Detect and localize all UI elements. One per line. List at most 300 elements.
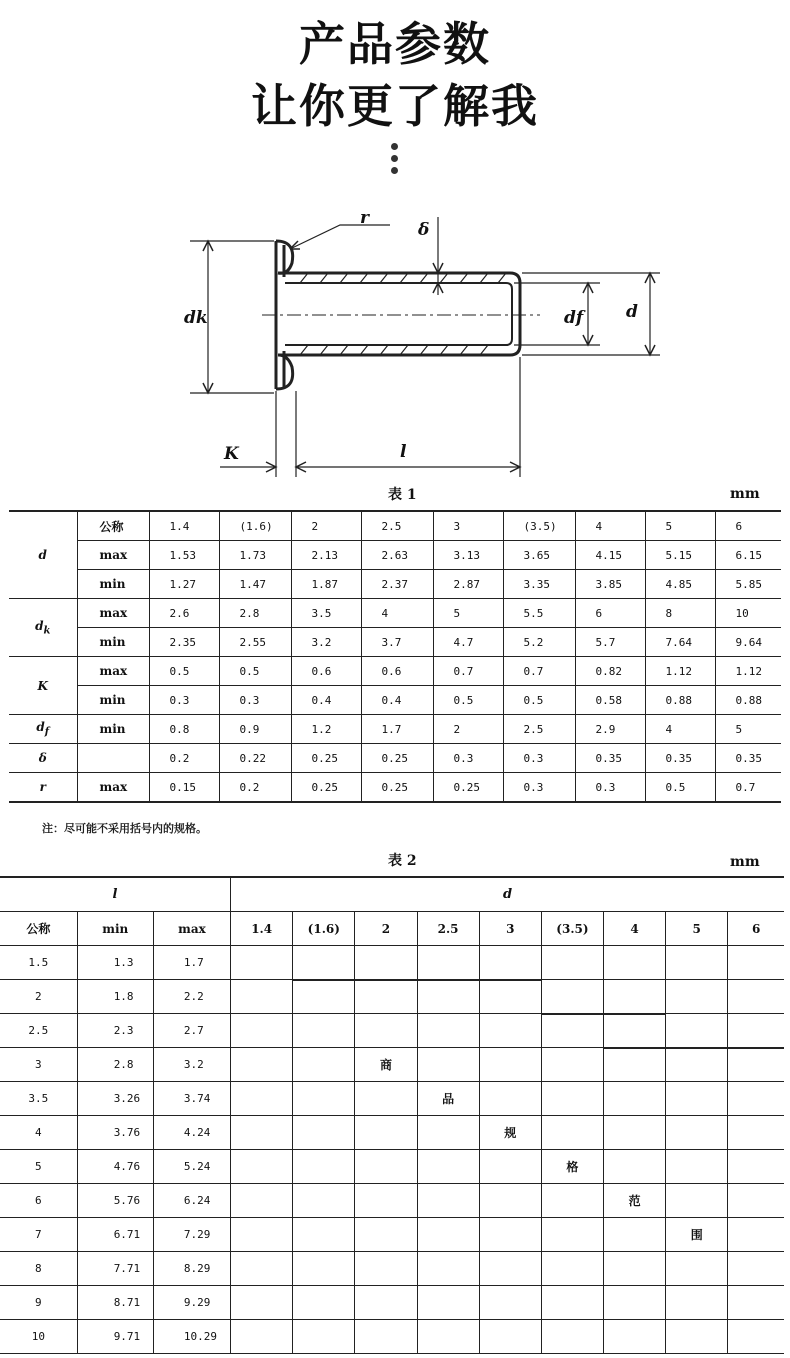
- table2-nominal-cell: 2.5: [0, 1014, 77, 1048]
- label-d: d: [626, 302, 638, 322]
- table2-empty-cell: [231, 1184, 293, 1218]
- table1-value-cell: 0.5: [433, 686, 503, 715]
- table2-empty-cell: [666, 1082, 728, 1116]
- table1-size-cell: 1.4: [149, 511, 219, 541]
- table1-value-cell: 3.2: [291, 628, 361, 657]
- table2-nominal-cell: 8: [0, 1252, 77, 1286]
- spec-table-2: [0, 876, 784, 1354]
- table2-empty-cell: [666, 1116, 728, 1150]
- table1-value-cell: 3.85: [575, 570, 645, 599]
- table2-empty-cell: [728, 1286, 784, 1320]
- table2-empty-cell: [417, 1252, 479, 1286]
- table1-value-cell: 3.35: [503, 570, 575, 599]
- table2-empty-cell: [479, 1048, 541, 1082]
- table2-empty-cell: [231, 1116, 293, 1150]
- table2-max-cell: 3.74: [153, 1082, 230, 1116]
- table2-empty-cell: [293, 1048, 355, 1082]
- table2-header-row: [0, 912, 784, 946]
- table2-size-cell: 2.5: [417, 912, 479, 946]
- table2-min-cell: 4.76: [77, 1150, 153, 1184]
- label-K: K: [224, 444, 239, 464]
- table1-value-cell: 0.15: [149, 773, 219, 803]
- table2-empty-cell: [666, 1286, 728, 1320]
- table2-empty-cell: [417, 1048, 479, 1082]
- table1-size-cell: 6: [715, 511, 781, 541]
- label-dk: dk: [184, 308, 208, 328]
- table2-empty-cell: [541, 1014, 603, 1048]
- table1-symbol-cell: K: [9, 657, 77, 715]
- table2-max-cell: 1.7: [153, 946, 230, 980]
- table1-value-cell: 0.8: [149, 715, 219, 744]
- table2-empty-cell: [728, 1320, 784, 1354]
- table1-value-cell: 2.37: [361, 570, 433, 599]
- table1-value-cell: 0.5: [645, 773, 715, 803]
- table1-value-cell: 6: [575, 599, 645, 628]
- table2-empty-cell: [541, 1286, 603, 1320]
- table2-size-cell: (3.5): [541, 912, 603, 946]
- table1-row-label: min: [77, 628, 149, 657]
- table2-row: [0, 1218, 784, 1252]
- table1-header-label: 公称: [77, 511, 149, 541]
- table2-empty-cell: [231, 1218, 293, 1252]
- table2-row: [0, 946, 784, 980]
- table1-value-cell: 0.3: [219, 686, 291, 715]
- page-subtitle: 让你更了解我: [251, 79, 539, 133]
- table1-value-cell: 0.25: [291, 773, 361, 803]
- table1-value-cell: 0.25: [291, 744, 361, 773]
- table1-value-cell: 0.82: [575, 657, 645, 686]
- table2-max-cell: 10.29: [153, 1320, 230, 1354]
- table2-empty-cell: [355, 1184, 417, 1218]
- table1-row-label: max: [77, 541, 149, 570]
- table1-size-cell: (1.6): [219, 511, 291, 541]
- table2-empty-cell: [355, 1252, 417, 1286]
- table2-empty-cell: [417, 1150, 479, 1184]
- table1-value-cell: 2.63: [361, 541, 433, 570]
- table2-empty-cell: [231, 946, 293, 980]
- table2-max-cell: 2.2: [153, 980, 230, 1014]
- table2-max-cell: 5.24: [153, 1150, 230, 1184]
- table1-value-cell: 2.6: [149, 599, 219, 628]
- table2-max-cell: 8.29: [153, 1252, 230, 1286]
- table1-row: [9, 744, 781, 773]
- table1-value-cell: 5.85: [715, 570, 781, 599]
- table1-value-cell: 8: [645, 599, 715, 628]
- table1-value-cell: 2.13: [291, 541, 361, 570]
- page-title: 产品参数: [299, 17, 491, 71]
- table2-range-char-cell: 规: [479, 1116, 541, 1150]
- table1-value-cell: 0.7: [715, 773, 781, 803]
- table2-row: [0, 1286, 784, 1320]
- table2-empty-cell: [604, 1252, 666, 1286]
- table1-size-cell: (3.5): [503, 511, 575, 541]
- table2-min-cell: 5.76: [77, 1184, 153, 1218]
- table2-empty-cell: [293, 1218, 355, 1252]
- table2-empty-cell: [293, 980, 355, 1014]
- table1-value-cell: 0.88: [645, 686, 715, 715]
- table2-empty-cell: [728, 1116, 784, 1150]
- table1-value-cell: 1.12: [715, 657, 781, 686]
- table1-symbol-cell: r: [9, 773, 77, 803]
- table2-empty-cell: [666, 1048, 728, 1082]
- table2-min-cell: 1.3: [77, 946, 153, 980]
- table2-max-cell: 2.7: [153, 1014, 230, 1048]
- table1-value-cell: 0.25: [361, 744, 433, 773]
- table2-empty-cell: [728, 946, 784, 980]
- vertical-dots-icon: [391, 143, 399, 179]
- label-df: df: [564, 308, 584, 328]
- table1-value-cell: 2.8: [219, 599, 291, 628]
- table2-min-cell: 2.3: [77, 1014, 153, 1048]
- table2-empty-cell: [541, 1320, 603, 1354]
- table2-empty-cell: [293, 1082, 355, 1116]
- table2-row: [0, 1320, 784, 1354]
- table2-empty-cell: [479, 1184, 541, 1218]
- symbol-subscript: f: [44, 726, 50, 738]
- table2-min-cell: 6.71: [77, 1218, 153, 1252]
- table1-value-cell: 0.9: [219, 715, 291, 744]
- table2-row: [0, 1116, 784, 1150]
- table1-value-cell: 2.9: [575, 715, 645, 744]
- table2-empty-cell: [666, 1184, 728, 1218]
- table2-empty-cell: [479, 1286, 541, 1320]
- table2-empty-cell: [293, 1252, 355, 1286]
- table1-value-cell: 4: [645, 715, 715, 744]
- table1-size-cell: 4: [575, 511, 645, 541]
- table2-nominal-cell: 1.5: [0, 946, 77, 980]
- table1-value-cell: 0.3: [503, 744, 575, 773]
- table1-row-label: max: [77, 773, 149, 803]
- table1-header-row: [9, 511, 781, 541]
- table2-empty-cell: [355, 1082, 417, 1116]
- table2-empty-cell: [541, 1048, 603, 1082]
- table2-empty-cell: [604, 1082, 666, 1116]
- table2-nominal-cell: 4: [0, 1116, 77, 1150]
- table2-min-cell: 7.71: [77, 1252, 153, 1286]
- table1-size-cell: 2: [291, 511, 361, 541]
- table2-empty-cell: [355, 1320, 417, 1354]
- table1-row: [9, 541, 781, 570]
- label-r: r: [360, 208, 369, 228]
- table2-empty-cell: [479, 1320, 541, 1354]
- table1-value-cell: 7.64: [645, 628, 715, 657]
- table2-empty-cell: [355, 980, 417, 1014]
- table1-value-cell: 1.2: [291, 715, 361, 744]
- table1-value-cell: 1.12: [645, 657, 715, 686]
- table2-empty-cell: [231, 1014, 293, 1048]
- table2-min-cell: 3.26: [77, 1082, 153, 1116]
- table1-size-cell: 3: [433, 511, 503, 541]
- table1-value-cell: 0.58: [575, 686, 645, 715]
- table1-value-cell: 0.35: [715, 744, 781, 773]
- table2-col-label: 公称: [0, 912, 77, 946]
- table2-max-cell: 6.24: [153, 1184, 230, 1218]
- table1-row: [9, 715, 781, 744]
- table2-empty-cell: [604, 1048, 666, 1082]
- table2-col-label: min: [77, 912, 153, 946]
- table2-empty-cell: [604, 946, 666, 980]
- table2-empty-cell: [417, 1014, 479, 1048]
- table2-empty-cell: [666, 1252, 728, 1286]
- table2-empty-cell: [666, 1150, 728, 1184]
- table2-l-header: l: [0, 877, 231, 912]
- table2-row: [0, 980, 784, 1014]
- table1-value-cell: 0.22: [219, 744, 291, 773]
- table1-value-cell: 3.5: [291, 599, 361, 628]
- table2-caption: 表 2: [388, 853, 417, 869]
- table2-row: [0, 1048, 784, 1082]
- table2-empty-cell: [479, 1218, 541, 1252]
- table2-min-cell: 8.71: [77, 1286, 153, 1320]
- table1-value-cell: 10: [715, 599, 781, 628]
- table2-empty-cell: [604, 1218, 666, 1252]
- table2-row: [0, 1252, 784, 1286]
- table1-value-cell: 1.87: [291, 570, 361, 599]
- table2-max-cell: 9.29: [153, 1286, 230, 1320]
- table2-empty-cell: [417, 1320, 479, 1354]
- table2-empty-cell: [604, 1320, 666, 1354]
- table2-size-cell: 3: [479, 912, 541, 946]
- table1-value-cell: 2.55: [219, 628, 291, 657]
- table1-value-cell: 4.7: [433, 628, 503, 657]
- table2-empty-cell: [604, 980, 666, 1014]
- table2-empty-cell: [355, 1286, 417, 1320]
- table1-row-label: min: [77, 715, 149, 744]
- table2-empty-cell: [231, 1082, 293, 1116]
- rivet-diagram: [180, 205, 660, 485]
- table1-value-cell: 6.15: [715, 541, 781, 570]
- table2-empty-cell: [231, 1150, 293, 1184]
- table2-empty-cell: [479, 1014, 541, 1048]
- table1-value-cell: 5: [433, 599, 503, 628]
- table1-value-cell: 0.3: [503, 773, 575, 803]
- table2-range-char-cell: 范: [604, 1184, 666, 1218]
- table2-empty-cell: [728, 980, 784, 1014]
- table2-max-cell: 7.29: [153, 1218, 230, 1252]
- table2-group-header-row: [0, 877, 784, 912]
- table1-value-cell: 0.25: [361, 773, 433, 803]
- table2-empty-cell: [604, 1150, 666, 1184]
- table2-nominal-cell: 3.5: [0, 1082, 77, 1116]
- table2-range-char-cell: 品: [417, 1082, 479, 1116]
- label-l: l: [400, 442, 407, 462]
- table1-value-cell: 0.6: [361, 657, 433, 686]
- table2-empty-cell: [231, 980, 293, 1014]
- table2-empty-cell: [417, 1218, 479, 1252]
- table1-value-cell: 0.35: [645, 744, 715, 773]
- table2-empty-cell: [293, 1320, 355, 1354]
- table2-size-cell: 1.4: [231, 912, 293, 946]
- table1-value-cell: 1.27: [149, 570, 219, 599]
- table2-empty-cell: [417, 1116, 479, 1150]
- table1-row-label: min: [77, 686, 149, 715]
- table1-value-cell: 5.15: [645, 541, 715, 570]
- range-boundary-line: [293, 979, 542, 981]
- table1-value-cell: 2.87: [433, 570, 503, 599]
- table2-empty-cell: [604, 1286, 666, 1320]
- table1-value-cell: 0.3: [575, 773, 645, 803]
- table2-empty-cell: [293, 1184, 355, 1218]
- table1-row-label: max: [77, 657, 149, 686]
- table1-size-cell: 5: [645, 511, 715, 541]
- table1-value-cell: 0.35: [575, 744, 645, 773]
- table1-value-cell: 1.7: [361, 715, 433, 744]
- table2-empty-cell: [479, 1252, 541, 1286]
- table1-value-cell: 2: [433, 715, 503, 744]
- table2-empty-cell: [293, 946, 355, 980]
- table2-nominal-cell: 6: [0, 1184, 77, 1218]
- table2-empty-cell: [666, 1320, 728, 1354]
- table2-empty-cell: [355, 946, 417, 980]
- table2-empty-cell: [541, 1116, 603, 1150]
- table2-max-cell: 3.2: [153, 1048, 230, 1082]
- table2-empty-cell: [231, 1286, 293, 1320]
- table2-nominal-cell: 9: [0, 1286, 77, 1320]
- table2-range-char-cell: 格: [541, 1150, 603, 1184]
- table2-size-cell: 6: [728, 912, 784, 946]
- table2-empty-cell: [231, 1252, 293, 1286]
- table1-row: [9, 686, 781, 715]
- table1-value-cell: 0.3: [149, 686, 219, 715]
- table2-empty-cell: [355, 1218, 417, 1252]
- table2-size-cell: (1.6): [293, 912, 355, 946]
- table2-empty-cell: [541, 1252, 603, 1286]
- label-delta: δ: [418, 220, 430, 240]
- table2-empty-cell: [231, 1048, 293, 1082]
- table1-value-cell: 0.5: [503, 686, 575, 715]
- table1-value-cell: 5.5: [503, 599, 575, 628]
- table2-empty-cell: [728, 1014, 784, 1048]
- table2-empty-cell: [479, 980, 541, 1014]
- range-boundary-line: [541, 1013, 665, 1015]
- table2-row: [0, 1014, 784, 1048]
- table1-row: [9, 628, 781, 657]
- table1-value-cell: 2.5: [503, 715, 575, 744]
- table2-empty-cell: [479, 1082, 541, 1116]
- table1-symbol-cell: $d_k$: [9, 599, 77, 657]
- table2-size-cell: 4: [604, 912, 666, 946]
- table2-min-cell: 1.8: [77, 980, 153, 1014]
- table2-empty-cell: [728, 1184, 784, 1218]
- table1-value-cell: 1.47: [219, 570, 291, 599]
- table2-empty-cell: [479, 946, 541, 980]
- table1-value-cell: 2.35: [149, 628, 219, 657]
- table1-note: 注：尽可能不采用括号内的规格。: [42, 822, 207, 835]
- table2-empty-cell: [728, 1218, 784, 1252]
- spec-table-1: [9, 510, 781, 803]
- table2-row: [0, 1082, 784, 1116]
- table2-empty-cell: [728, 1150, 784, 1184]
- table1-value-cell: 4: [361, 599, 433, 628]
- table1-value-cell: 0.7: [433, 657, 503, 686]
- table1-row: [9, 657, 781, 686]
- table1-value-cell: 0.6: [291, 657, 361, 686]
- table2-empty-cell: [728, 1048, 784, 1082]
- table1-row-label: [77, 744, 149, 773]
- table1-row-label: min: [77, 570, 149, 599]
- table1-value-cell: 0.4: [361, 686, 433, 715]
- table1-value-cell: 3.7: [361, 628, 433, 657]
- table1-symbol-cell: $d_f$: [9, 715, 77, 744]
- table1-unit: mm: [730, 486, 760, 502]
- table2-empty-cell: [231, 1320, 293, 1354]
- symbol-subscript: k: [43, 625, 51, 637]
- table1-value-cell: 0.2: [219, 773, 291, 803]
- table2-max-cell: 4.24: [153, 1116, 230, 1150]
- table2-row: [0, 1150, 784, 1184]
- table2-empty-cell: [417, 1184, 479, 1218]
- table1-value-cell: 0.5: [149, 657, 219, 686]
- table2-d-header: d: [231, 877, 784, 912]
- table2-empty-cell: [293, 1286, 355, 1320]
- table2-empty-cell: [417, 946, 479, 980]
- table1-row: [9, 570, 781, 599]
- table2-empty-cell: [417, 1286, 479, 1320]
- table1-value-cell: 0.7: [503, 657, 575, 686]
- table2-unit: mm: [730, 854, 760, 870]
- table1-value-cell: 4.15: [575, 541, 645, 570]
- table1-row: [9, 599, 781, 628]
- table1-value-cell: 5: [715, 715, 781, 744]
- table2-empty-cell: [355, 1150, 417, 1184]
- table2-empty-cell: [479, 1150, 541, 1184]
- table1-value-cell: 4.85: [645, 570, 715, 599]
- table1-value-cell: 1.53: [149, 541, 219, 570]
- table1-value-cell: 5.2: [503, 628, 575, 657]
- table2-empty-cell: [417, 980, 479, 1014]
- table2-empty-cell: [541, 980, 603, 1014]
- table2-empty-cell: [541, 946, 603, 980]
- table1-value-cell: 1.73: [219, 541, 291, 570]
- table1-value-cell: 3.13: [433, 541, 503, 570]
- table2-nominal-cell: 3: [0, 1048, 77, 1082]
- table2-nominal-cell: 10: [0, 1320, 77, 1354]
- table2-empty-cell: [541, 1184, 603, 1218]
- table2-empty-cell: [293, 1150, 355, 1184]
- table2-empty-cell: [666, 946, 728, 980]
- table1-row: [9, 773, 781, 803]
- table2-range-char-cell: 商: [355, 1048, 417, 1082]
- table2-empty-cell: [355, 1116, 417, 1150]
- table2-empty-cell: [541, 1082, 603, 1116]
- table2-nominal-cell: 5: [0, 1150, 77, 1184]
- table1-value-cell: 0.4: [291, 686, 361, 715]
- table2-size-cell: 5: [666, 912, 728, 946]
- table2-empty-cell: [604, 1014, 666, 1048]
- table1-value-cell: 3.65: [503, 541, 575, 570]
- table2-empty-cell: [666, 1014, 728, 1048]
- table1-value-cell: 0.88: [715, 686, 781, 715]
- table1-row-label: max: [77, 599, 149, 628]
- table2-empty-cell: [728, 1252, 784, 1286]
- table1-value-cell: 0.5: [219, 657, 291, 686]
- table2-empty-cell: [666, 980, 728, 1014]
- table2-min-cell: 3.76: [77, 1116, 153, 1150]
- table1-value-cell: 5.7: [575, 628, 645, 657]
- table2-min-cell: 9.71: [77, 1320, 153, 1354]
- table1-value-cell: 0.2: [149, 744, 219, 773]
- table2-nominal-cell: 2: [0, 980, 77, 1014]
- table2-empty-cell: [293, 1014, 355, 1048]
- table2-nominal-cell: 7: [0, 1218, 77, 1252]
- table2-range-char-cell: 围: [666, 1218, 728, 1252]
- table2-size-cell: 2: [355, 912, 417, 946]
- range-boundary-line: [604, 1047, 785, 1049]
- table2-row: [0, 1184, 784, 1218]
- table1-value-cell: 0.3: [433, 744, 503, 773]
- table2-empty-cell: [541, 1218, 603, 1252]
- table2-col-label: max: [153, 912, 230, 946]
